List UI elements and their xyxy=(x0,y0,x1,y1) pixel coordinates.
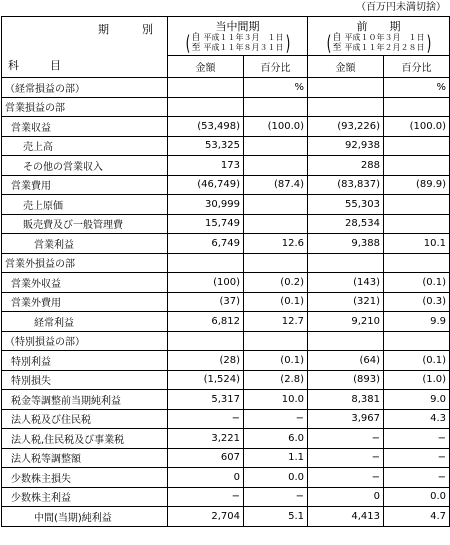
table-row xyxy=(2,78,450,98)
row-label: （経常損益の部） xyxy=(2,78,168,98)
header-current-amount: 金額 xyxy=(168,56,244,78)
prior-amount-cell: (64) xyxy=(308,351,384,371)
table-row xyxy=(2,390,450,410)
row-label: 少数株主損失 xyxy=(2,468,168,488)
current-amount-cell: (28) xyxy=(168,351,244,371)
table-row xyxy=(2,214,450,234)
prior-ratio-cell: 4.3 xyxy=(384,409,450,429)
header-kamoku-cell xyxy=(2,17,168,78)
prior-amount-cell: (93,226) xyxy=(308,117,384,137)
prior-ratio-cell: (100.0) xyxy=(384,117,450,137)
prior-ratio-cell: 9.0 xyxy=(384,390,450,410)
current-amount-cell xyxy=(168,78,244,98)
current-ratio-cell xyxy=(244,97,308,117)
prior-amount-cell: 92,938 xyxy=(308,136,384,156)
current-amount-cell: 6,812 xyxy=(168,312,244,332)
table-row xyxy=(2,292,450,312)
table-row xyxy=(2,429,450,449)
row-label: 少数株主利益 xyxy=(2,487,168,507)
row-label: その他の営業収入 xyxy=(2,156,168,176)
table-row xyxy=(2,136,450,156)
prior-amount-cell: (321) xyxy=(308,292,384,312)
current-amount-cell: 5,317 xyxy=(168,390,244,410)
current-ratio-cell: (2.8) xyxy=(244,370,308,390)
row-label: 特別損失 xyxy=(2,370,168,390)
prior-amount-cell: 3,967 xyxy=(308,409,384,429)
prior-from-date: 平成１０年３月 １日 xyxy=(344,33,425,42)
current-ratio-cell: 12.7 xyxy=(244,312,308,332)
prior-amount-cell: 9,388 xyxy=(308,234,384,254)
prior-ratio-cell xyxy=(384,331,450,351)
prior-amount-cell: 4,413 xyxy=(308,507,384,527)
current-ratio-cell xyxy=(244,195,308,215)
current-ratio-cell: (87.4) xyxy=(244,175,308,195)
row-label: 営業収益 xyxy=(2,117,168,137)
current-amount-cell xyxy=(168,331,244,351)
header-prior-period: 前 期 ( 自 至 平成１０年３月 １日 平成１１年２月２８日 ) xyxy=(308,17,450,56)
table-row xyxy=(2,253,450,273)
table-row xyxy=(2,487,450,507)
header-current-period: 当中間期 ( 自 至 平成１１年３月 １日 平成１１年８月３１日 ) xyxy=(168,17,308,56)
table-row xyxy=(2,370,450,390)
current-ratio-cell: − xyxy=(244,409,308,429)
current-ratio-cell: − xyxy=(244,487,308,507)
table-row xyxy=(2,331,450,351)
prior-amount-cell xyxy=(308,97,384,117)
current-ratio-cell: (0.1) xyxy=(244,292,308,312)
current-ratio-cell: (0.2) xyxy=(244,273,308,293)
unit-note: （百万円未満切捨） xyxy=(356,2,446,13)
table-row xyxy=(2,117,450,137)
prior-ratio-cell: − xyxy=(384,468,450,488)
current-amount-cell: − xyxy=(168,409,244,429)
table-row xyxy=(2,507,450,527)
current-amount-cell: 0 xyxy=(168,468,244,488)
header-kamoku-label-1: 科 xyxy=(8,59,19,72)
current-from-mark: 自 xyxy=(191,33,201,43)
table-row xyxy=(2,312,450,332)
row-label: 税金等調整前当期純利益 xyxy=(2,390,168,410)
table-row xyxy=(2,175,450,195)
current-amount-cell: (53,498) xyxy=(168,117,244,137)
current-ratio-cell: 10.0 xyxy=(244,390,308,410)
current-amount-cell: 607 xyxy=(168,448,244,468)
current-amount-cell: 2,704 xyxy=(168,507,244,527)
table-row xyxy=(2,156,450,176)
prior-amount-cell xyxy=(308,331,384,351)
prior-amount-cell: 28,534 xyxy=(308,214,384,234)
row-label: 売上原価 xyxy=(2,195,168,215)
prior-amount-cell: (83,837) xyxy=(308,175,384,195)
current-amount-cell: 173 xyxy=(168,156,244,176)
prior-from-mark: 自 xyxy=(332,33,342,43)
prior-amount-cell: 9,210 xyxy=(308,312,384,332)
income-statement-table xyxy=(1,16,450,527)
prior-amount-cell: 0 xyxy=(308,487,384,507)
prior-to-mark: 至 xyxy=(332,43,342,53)
row-label: 経常利益 xyxy=(2,312,168,332)
header-kikan-label-2: 別 xyxy=(142,23,153,36)
prior-amount-cell: (143) xyxy=(308,273,384,293)
header-kikan-label-1: 期 xyxy=(98,23,109,36)
prior-ratio-cell: 0.0 xyxy=(384,487,450,507)
prior-amount-cell xyxy=(308,78,384,98)
prior-ratio-cell: 10.1 xyxy=(384,234,450,254)
current-amount-cell: − xyxy=(168,487,244,507)
row-label: 営業外収益 xyxy=(2,273,168,293)
row-label: 中間(当期)純利益 xyxy=(2,507,168,527)
header-prior-amount: 金額 xyxy=(308,56,384,78)
prior-ratio-cell xyxy=(384,136,450,156)
row-label: 法人税,住民税及び事業税 xyxy=(2,429,168,449)
row-label: （特別損益の部） xyxy=(2,331,168,351)
prior-amount-cell xyxy=(308,253,384,273)
header-kamoku-label-2: 目 xyxy=(50,59,61,72)
current-ratio-cell: 1.1 xyxy=(244,448,308,468)
current-amount-cell xyxy=(168,253,244,273)
current-amount-cell: (100) xyxy=(168,273,244,293)
current-ratio-cell xyxy=(244,136,308,156)
current-ratio-cell: (100.0) xyxy=(244,117,308,137)
prior-amount-cell: − xyxy=(308,468,384,488)
row-label: 法人税及び住民税 xyxy=(2,409,168,429)
table-row xyxy=(2,468,450,488)
current-amount-cell: 3,221 xyxy=(168,429,244,449)
row-label: 法人税等調整額 xyxy=(2,448,168,468)
row-label: 特別利益 xyxy=(2,351,168,371)
prior-ratio-cell: − xyxy=(384,429,450,449)
prior-ratio-cell: (0.1) xyxy=(384,351,450,371)
current-to-mark: 至 xyxy=(191,43,201,53)
row-label: 営業利益 xyxy=(2,234,168,254)
row-label: 営業外費用 xyxy=(2,292,168,312)
prior-ratio-cell: (89.9) xyxy=(384,175,450,195)
prior-to-date: 平成１１年２月２８日 xyxy=(344,43,425,52)
table-row xyxy=(2,351,450,371)
prior-ratio-cell: (1.0) xyxy=(384,370,450,390)
prior-ratio-cell: (0.3) xyxy=(384,292,450,312)
current-ratio-cell: 0.0 xyxy=(244,468,308,488)
current-ratio-cell xyxy=(244,253,308,273)
current-period-title: 当中間期 xyxy=(215,20,260,33)
current-ratio-cell: % xyxy=(244,78,308,98)
prior-amount-cell: 55,303 xyxy=(308,195,384,215)
table-row xyxy=(2,97,450,117)
prior-amount-cell: − xyxy=(308,429,384,449)
table-row xyxy=(2,234,450,254)
header-current-ratio: 百分比 xyxy=(244,56,308,78)
prior-ratio-cell xyxy=(384,253,450,273)
prior-period-title: 前 期 xyxy=(356,20,401,33)
current-amount-cell: (37) xyxy=(168,292,244,312)
row-label: 販売費及び一般管理費 xyxy=(2,214,168,234)
prior-ratio-cell: (0.1) xyxy=(384,273,450,293)
current-amount-cell: (1,524) xyxy=(168,370,244,390)
prior-ratio-cell xyxy=(384,156,450,176)
current-from-date: 平成１１年３月 １日 xyxy=(203,33,284,42)
prior-ratio-cell: 4.7 xyxy=(384,507,450,527)
current-amount-cell: 30,999 xyxy=(168,195,244,215)
prior-ratio-cell: % xyxy=(384,78,450,98)
table-row xyxy=(2,409,450,429)
current-amount-cell xyxy=(168,97,244,117)
row-label: 営業損益の部 xyxy=(2,97,168,117)
current-amount-cell: (46,749) xyxy=(168,175,244,195)
table-row xyxy=(2,448,450,468)
prior-ratio-cell: − xyxy=(384,448,450,468)
row-label: 営業外損益の部 xyxy=(2,253,168,273)
prior-ratio-cell xyxy=(384,195,450,215)
table-row xyxy=(2,195,450,215)
prior-amount-cell: − xyxy=(308,448,384,468)
row-label: 売上高 xyxy=(2,136,168,156)
table-row xyxy=(2,273,450,293)
current-ratio-cell: 12.6 xyxy=(244,234,308,254)
prior-amount-cell: (893) xyxy=(308,370,384,390)
current-to-date: 平成１１年８月３１日 xyxy=(203,43,284,52)
prior-amount-cell: 8,381 xyxy=(308,390,384,410)
prior-ratio-cell: 9.9 xyxy=(384,312,450,332)
header-prior-ratio: 百分比 xyxy=(384,56,450,78)
current-ratio-cell: 6.0 xyxy=(244,429,308,449)
current-ratio-cell xyxy=(244,156,308,176)
current-ratio-cell xyxy=(244,214,308,234)
prior-ratio-cell xyxy=(384,214,450,234)
current-amount-cell: 15,749 xyxy=(168,214,244,234)
prior-amount-cell: 288 xyxy=(308,156,384,176)
current-amount-cell: 6,749 xyxy=(168,234,244,254)
current-ratio-cell: 5.1 xyxy=(244,507,308,527)
prior-ratio-cell xyxy=(384,97,450,117)
current-ratio-cell xyxy=(244,331,308,351)
current-ratio-cell: (0.1) xyxy=(244,351,308,371)
row-label: 営業費用 xyxy=(2,175,168,195)
current-amount-cell: 53,325 xyxy=(168,136,244,156)
